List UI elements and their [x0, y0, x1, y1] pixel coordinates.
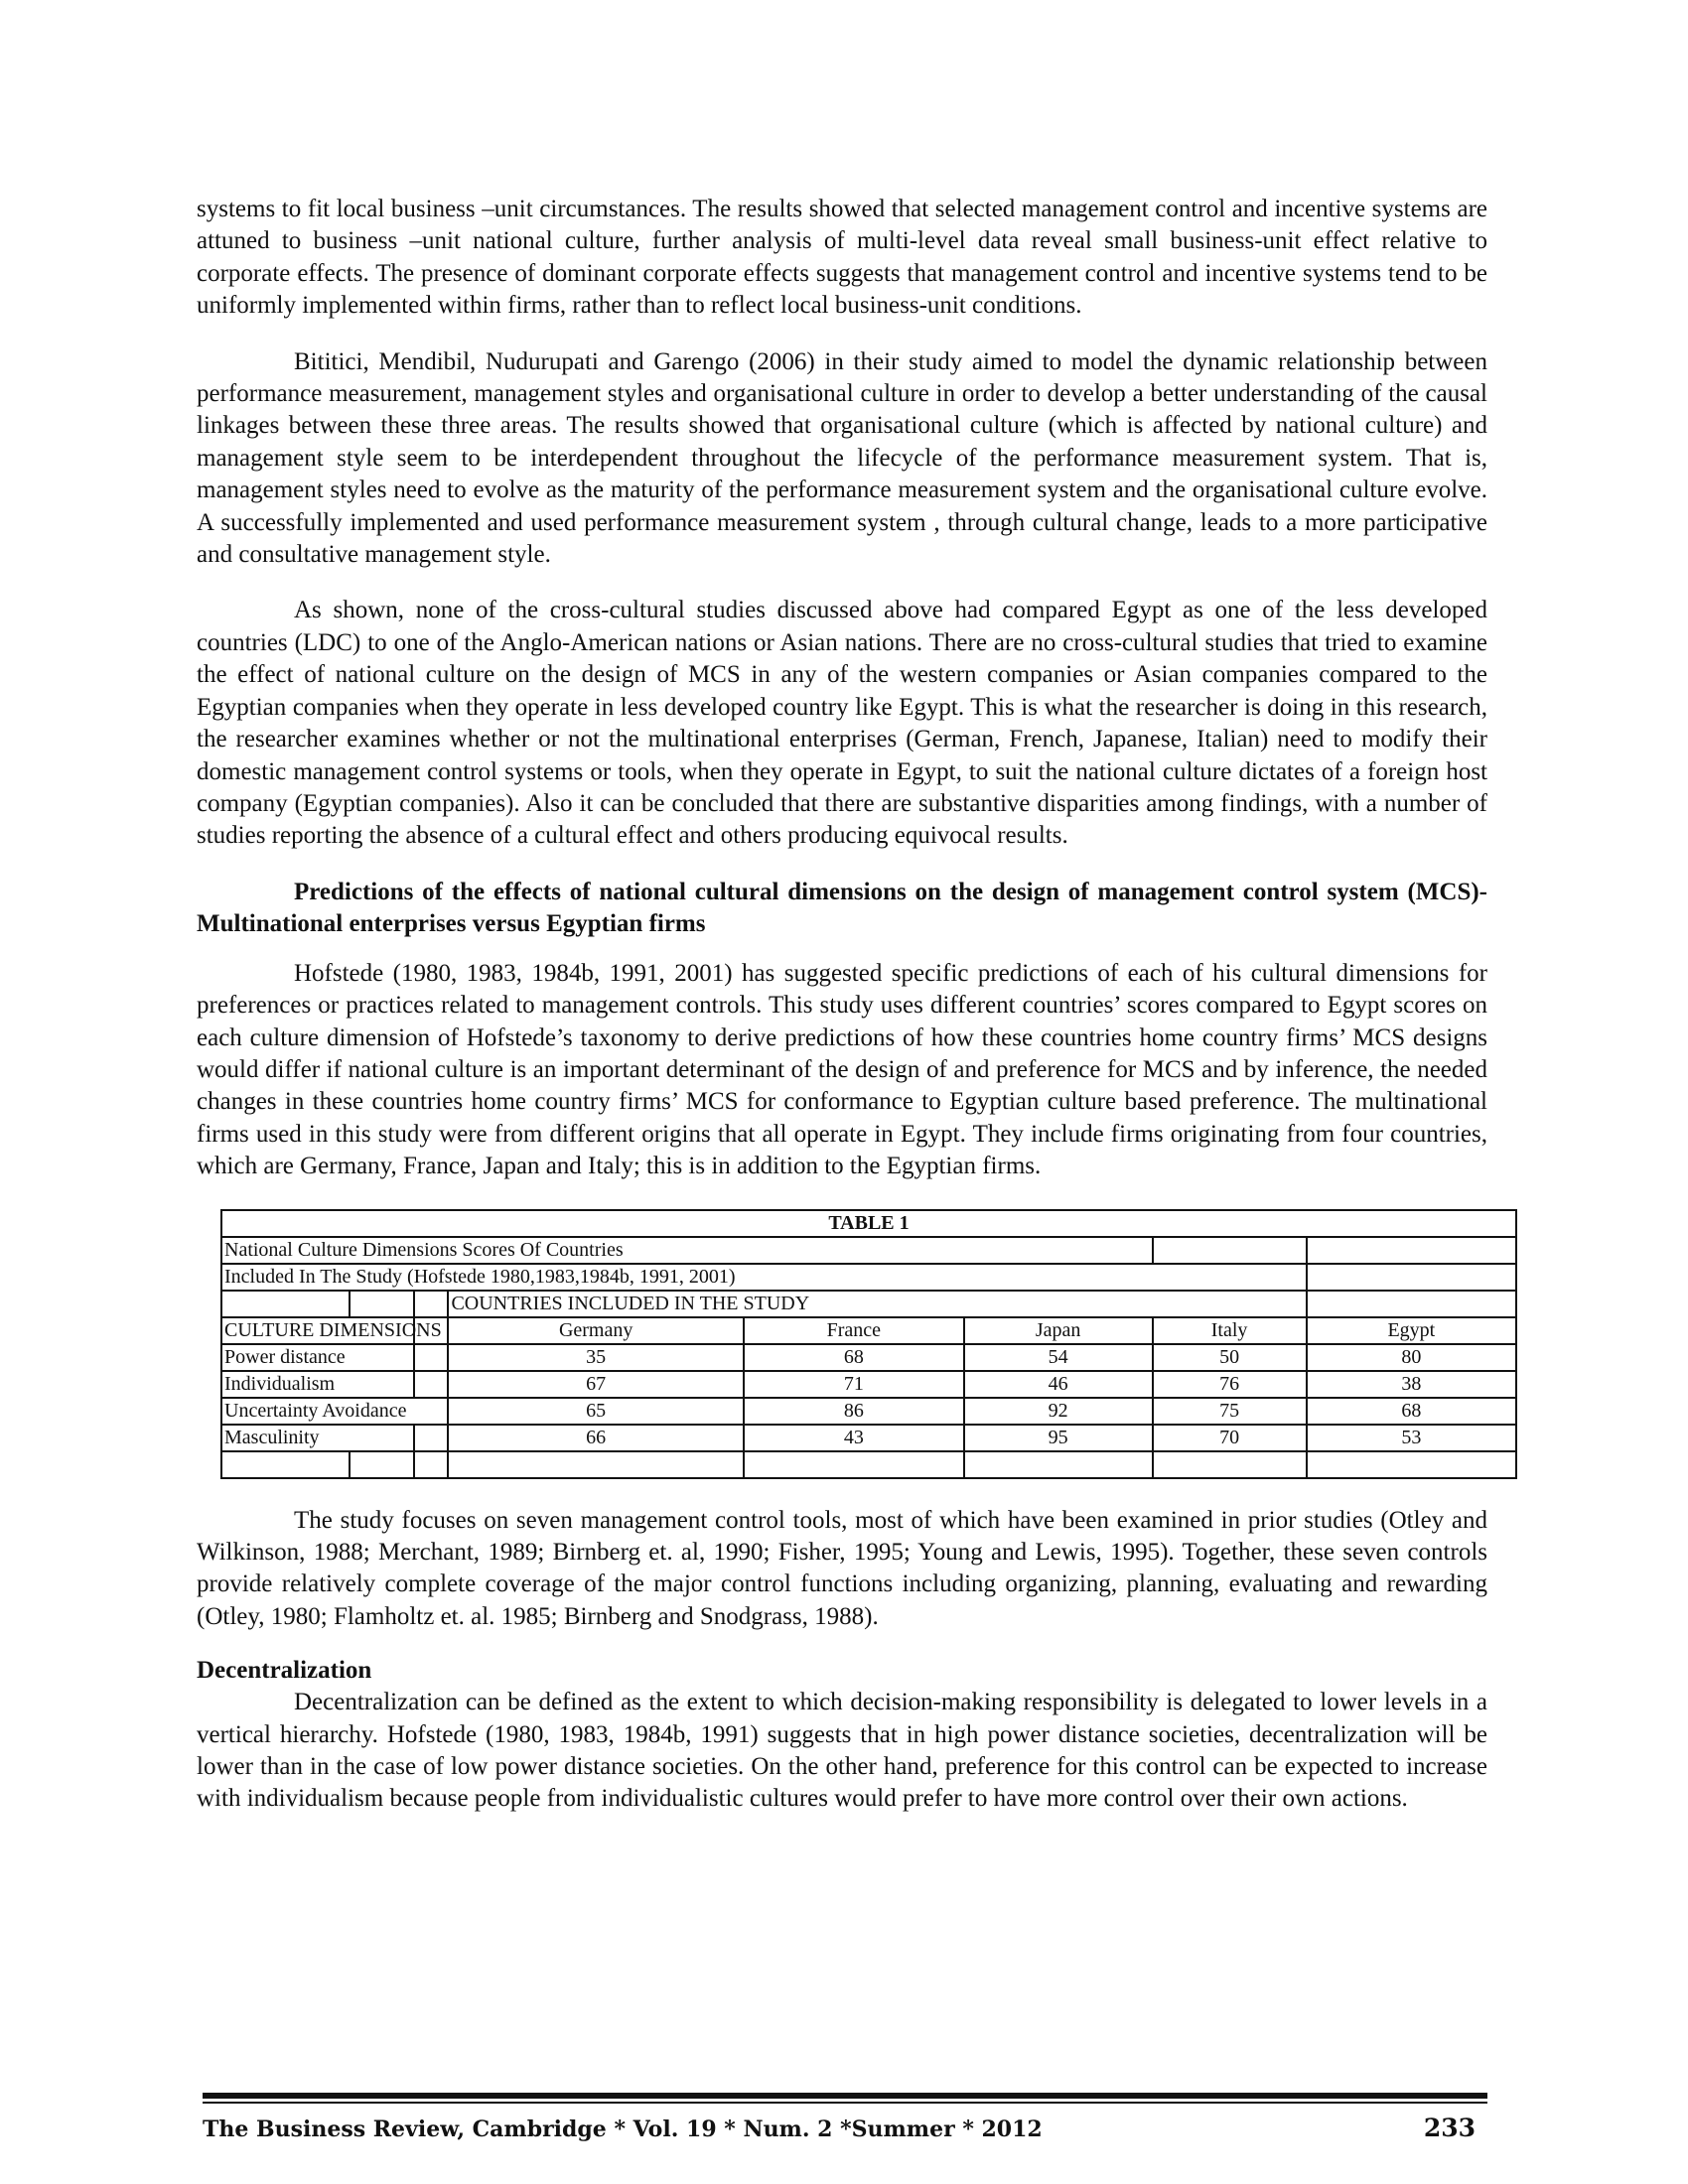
table-caption-row	[221, 1210, 1516, 1237]
page-body	[197, 194, 1487, 1816]
row-label: Masculinity	[221, 1425, 414, 1451]
paragraph-6: Decentralization can be defined as the extent to which decision-making responsibility is delegated to lower levels in a vertical hierarchy. Hofstede (1980, 1983, 1984b, 1991) suggests that in high power distance societies, decentralization will be lower than in the case of low power distance societies. On the other hand, preference for this control can be expected to increase with individualism because people from individualistic cultures would prefer to have more control over their own actions.	[197, 1689, 1487, 1813]
score-cell: 95	[964, 1425, 1153, 1451]
table-title-line-2: Included In The Study (Hofstede 1980,1983,1984b, 1991, 2001)	[221, 1264, 1307, 1291]
table-row	[221, 1425, 1516, 1451]
table-header-row	[221, 1317, 1516, 1344]
score-cell: 66	[448, 1425, 743, 1451]
table-row	[221, 1371, 1516, 1398]
score-cell: 65	[448, 1398, 743, 1425]
table-empty-row	[221, 1451, 1516, 1478]
row-label: Uncertainty Avoidance	[221, 1398, 448, 1425]
table-title-row-2	[221, 1264, 1516, 1291]
page-number: 233	[1423, 2114, 1476, 2142]
paragraph-1: systems to fit local business –unit circumstances. The results showed that selected management control and incentive systems are attuned to business –unit national culture, further analysis of multi-level data reveal small business-unit effect relative to corporate effects. The presence of dominant corporate effects suggests that management control and incentive systems tend to be uniformly implemented within firms, rather than to reflect local business-unit conditions.	[197, 196, 1487, 320]
table-group-row	[221, 1291, 1516, 1317]
score-cell: 68	[744, 1344, 964, 1371]
score-cell: 53	[1307, 1425, 1516, 1451]
score-cell: 50	[1153, 1344, 1307, 1371]
country-header-egypt: Egypt	[1307, 1317, 1516, 1344]
score-cell: 35	[448, 1344, 743, 1371]
score-cell: 75	[1153, 1398, 1307, 1425]
table-1	[220, 1209, 1517, 1479]
score-cell: 86	[744, 1398, 964, 1425]
paragraph-5: The study focuses on seven management control tools, most of which have been examined in prior studies (Otley and Wilkinson, 1988; Merchant, 1989; Birnberg et. al, 1990; Fisher, 1995; Young and Lewis, 1995). Together, these seven controls provide relatively complete coverage of the major control functions including organizing, planning, evaluating and rewarding (Otley, 1980; Flamholtz et. al. 1985; Birnberg and Snodgrass, 1988).	[197, 1506, 1487, 1630]
journal-citation: The Business Review, Cambridge * Vol. 19 * Num. 2 *Summer * 2012	[203, 2116, 1043, 2142]
score-cell: 54	[964, 1344, 1153, 1371]
table-title-row-1	[221, 1237, 1516, 1264]
score-cell: 70	[1153, 1425, 1307, 1451]
score-cell: 71	[744, 1371, 964, 1398]
country-header-france: France	[744, 1317, 964, 1344]
country-header-italy: Italy	[1153, 1317, 1307, 1344]
table-dim-header: CULTURE DIMENSIONS	[221, 1317, 414, 1344]
score-cell: 38	[1307, 1371, 1516, 1398]
footer-rule-thick	[203, 2093, 1487, 2099]
country-header-japan: Japan	[964, 1317, 1153, 1344]
footer-row	[203, 2114, 1487, 2142]
row-label: Power distance	[221, 1344, 414, 1371]
footer-rule-thin	[203, 2102, 1487, 2104]
score-cell: 80	[1307, 1344, 1516, 1371]
score-cell: 68	[1307, 1398, 1516, 1425]
score-cell: 76	[1153, 1371, 1307, 1398]
table-row	[221, 1344, 1516, 1371]
table-group-header: COUNTRIES INCLUDED IN THE STUDY	[448, 1291, 1306, 1317]
row-label: Individualism	[221, 1371, 414, 1398]
score-cell: 67	[448, 1371, 743, 1398]
table-title-line-1: National Culture Dimensions Scores Of Countries	[221, 1237, 1153, 1264]
country-header-germany: Germany	[448, 1317, 743, 1344]
paragraph-3: As shown, none of the cross-cultural studies discussed above had compared Egypt as one of the less developed countries (LDC) to one of the Anglo-American nations or Asian nations. There are no cross-cultural studies that tried to examine the effect of national culture on the design of MCS in any of the western companies or Asian companies compared to the Egyptian companies when they operate in less developed country like Egypt. This is what the researcher is doing in this research, the researcher examines whether or not the multinational enterprises (German, French, Japanese, Italian) need to modify their domestic management control systems or tools, when they operate in Egypt, to suit the national culture dictates of a foreign host company (Egyptian companies). Also it can be concluded that there are substantive disparities among findings, with a number of studies reporting the absence of a cultural effect and others producing equivocal results.	[197, 597, 1487, 850]
paragraph-2: Bititici, Mendibil, Nudurupati and Garengo (2006) in their study aimed to model the dynamic relationship between performance measurement, management styles and organisational culture in order to develop a better understanding of the causal linkages between these three areas. The results showed that organisational culture (which is affected by national culture) and management style seem to be interdependent throughout the lifecycle of the performance measurement system. That is, management styles need to evolve as the maturity of the performance measurement system and the organisational culture evolve. A successfully implemented and used performance measurement system , through cultural change, leads to a more participative and consultative management style.	[197, 347, 1487, 569]
score-cell: 92	[964, 1398, 1153, 1425]
predictions-heading: Predictions of the effects of national cultural dimensions on the design of management control system (MCS)- Multinational enterprises versus Egyptian firms	[197, 878, 1487, 937]
page-footer	[203, 2093, 1487, 2142]
paragraph-4: Hofstede (1980, 1983, 1984b, 1991, 2001) has suggested specific predictions of each of his cultural dimensions for preferences or practices related to management controls. This study uses different countries’ scores compared to Egypt scores on each culture dimension of Hofstede’s taxonomy to derive predictions of how these countries home country firms’ MCS designs would differ if national culture is an important determinant of the design of and preference for MCS and by inference, the needed changes in these countries home country firms’ MCS for conformance to Egyptian culture based preference. The multinational firms used in this study were from different origins that all operate in Egypt. They include firms originating from four countries, which are Germany, France, Japan and Italy; this is in addition to the Egyptian firms.	[197, 959, 1487, 1180]
decentralization-heading: Decentralization	[197, 1657, 372, 1685]
table-row	[221, 1398, 1516, 1425]
table-caption: TABLE 1	[221, 1210, 1516, 1237]
score-cell: 43	[744, 1425, 964, 1451]
score-cell: 46	[964, 1371, 1153, 1398]
